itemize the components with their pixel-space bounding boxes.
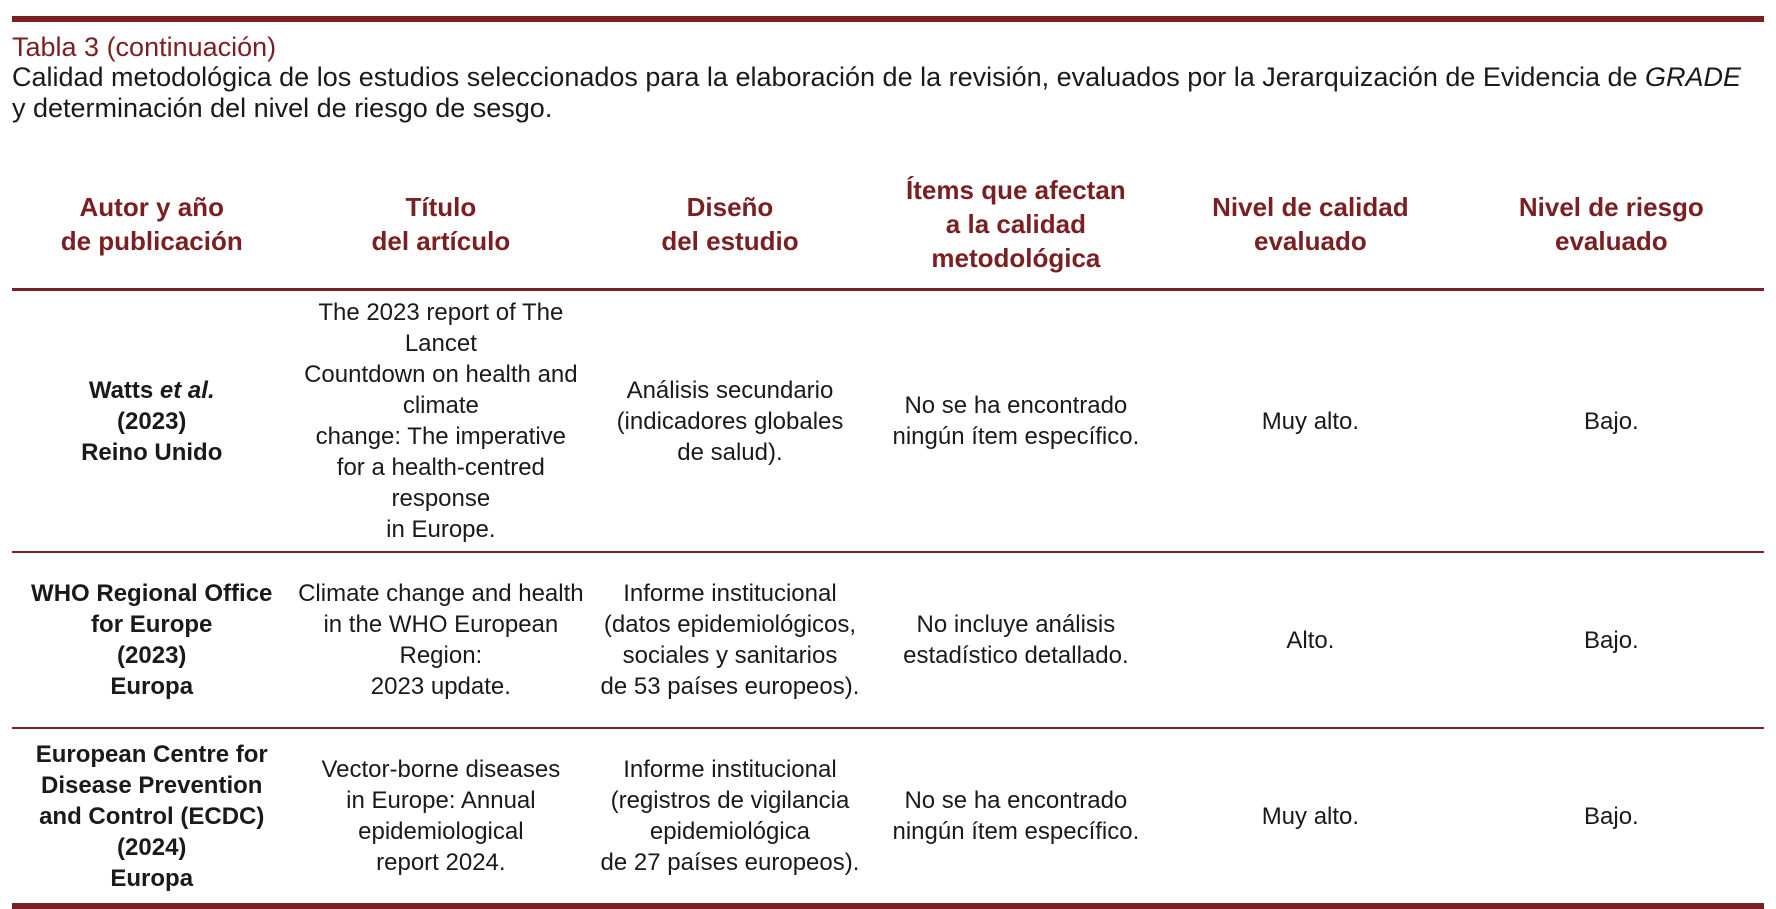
table-row [12, 290, 1764, 553]
cell-design: Informe institucional (datos epidemiológicos, sociales y sanitarios de 53 países europeos). [590, 552, 869, 728]
cell-design: Análisis secundario (indicadores globales de salud). [590, 290, 869, 553]
cell-title: Climate change and health in the WHO European Region: 2023 update. [291, 552, 590, 728]
header-title: Título del artículo [291, 160, 590, 290]
header-items: Ítems que afectan a la calidad metodológica [870, 160, 1162, 290]
cell-author: WHO Regional Office for Europe (2023) Europa [12, 552, 291, 728]
cell-quality: Muy alto. [1162, 728, 1459, 906]
header-design: Diseño del estudio [590, 160, 869, 290]
caption-text-italic: GRADE [1645, 62, 1742, 92]
table-caption-text [12, 62, 1762, 124]
caption-text-after: y determinación del nivel de riesgo de sesgo. [12, 93, 553, 123]
cell-author: European Centre for Disease Prevention and Control (ECDC) (2024) Europa [12, 728, 291, 906]
cell-risk: Bajo. [1459, 552, 1764, 728]
cell-title: Vector-borne diseases in Europe: Annual epidemiological report 2024. [291, 728, 590, 906]
grade-table [12, 160, 1764, 909]
cell-items: No incluye análisis estadístico detallado. [870, 552, 1162, 728]
cell-quality: Muy alto. [1162, 290, 1459, 553]
header-author: Autor y año de publicación [12, 160, 291, 290]
table-row [12, 552, 1764, 728]
header-quality: Nivel de calidad evaluado [1162, 160, 1459, 290]
table-row [12, 728, 1764, 906]
cell-items: No se ha encontrado ningún ítem específico. [870, 728, 1162, 906]
caption-text-before: Calidad metodológica de los estudios seleccionados para la elaboración de la revisión, evaluados por la Jerarquización de Evidencia de [12, 62, 1646, 92]
table-header-row [12, 160, 1764, 290]
table-caption-label: Tabla 3 (continuación) [12, 32, 277, 62]
cell-quality: Alto. [1162, 552, 1459, 728]
cell-title: The 2023 report of The Lancet Countdown on health and climate change: The imperative for a health-centred response in Europe. [291, 290, 590, 553]
cell-author: Watts et al. (2023) Reino Unido [12, 290, 291, 553]
cell-risk: Bajo. [1459, 290, 1764, 553]
header-risk: Nivel de riesgo evaluado [1459, 160, 1764, 290]
cell-risk: Bajo. [1459, 728, 1764, 906]
cell-design: Informe institucional (registros de vigilancia epidemiológica de 27 países europeos). [590, 728, 869, 906]
top-rule [12, 16, 1764, 22]
cell-items: No se ha encontrado ningún ítem específico. [870, 290, 1162, 553]
